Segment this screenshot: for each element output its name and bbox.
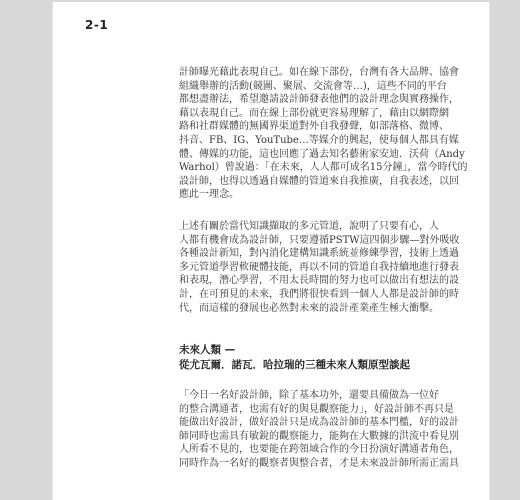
section-heading [179, 343, 471, 373]
text-line: 組織舉辦的活動(競圖、聚展、交流會等…)，這些不同的平台 [179, 80, 447, 92]
text-line: 「今日一名好設計師，除了基本功外，還要具備做為一位好 [179, 390, 439, 402]
text-line: 多元管道學習軟硬體技能，再以不同的管道自我持續地進行發表 [179, 261, 459, 273]
text-line: 上述有關於當代知識擷取的多元管道，說明了只要有心，人 [179, 220, 439, 232]
text-line: 各種設計新知，對內消化建構知識系統並修練學習，技術上透過 [179, 248, 459, 260]
text-line: 人都有機會成為設計師，只要遵循PSTW這四個步驟—對外吸收 [179, 234, 460, 246]
page-content [179, 66, 471, 471]
text-line: 的整合溝通者，也需有好的與見觀察能力」，好設計師不再只是 [179, 403, 454, 415]
page-number: 2-1 [85, 18, 109, 32]
paragraph-1 [179, 66, 471, 202]
paragraph-3 [179, 389, 471, 471]
text-line: 同時作為一名好的觀察者與整合者，才是未來設計師所需正需具 [179, 458, 459, 470]
text-line: 設計師，也得以透過自媒體的管道來自我推廣，自我表述，以回 [179, 175, 459, 187]
document-page [52, 2, 490, 500]
text-line: 和表現，潛心學習，不用太長時間的努力也可以做出有想法的設 [179, 275, 459, 287]
text-line: 抖音、FB、IG、YouTube…等媒介的興起，使每個人都具有媒 [179, 134, 459, 146]
text-line: 師同時也需具有敏銳的觀察能力，能夠在大數據的洪流中看見別 [179, 430, 459, 442]
text-line: 應此一理念。 [179, 189, 239, 201]
text-line: 計，在可預見的未來，我們將很快看到一個人人都是設計師的時 [179, 288, 459, 300]
text-line: 計師曝光藉此表現自己。如在線下部份，台灣有各大品牌、協會 [179, 67, 459, 78]
heading-line-1: 未來人類 — [179, 344, 236, 357]
text-line: 能做出好設計，做好設計只是成為設計師的基本門檻，好的設計 [179, 417, 459, 429]
paragraph-2 [179, 220, 471, 315]
text-line: 都想盡辦法，希望邀請設計師發表他們的設計理念與實務操作， [179, 94, 459, 106]
heading-line-2: 從尤瓦爾．諾瓦．哈拉瑞的三種未來人類原型談起 [179, 359, 410, 372]
text-line: Warhol）曾說過：「在未來，人人都可成名15分鐘」，當今時代的 [179, 162, 468, 174]
text-line: 代，而這樣的發展也必然對未來的設計產業產生極大衝擊。 [179, 302, 439, 314]
text-line: 路和社群媒體的無國界渠道對外自我發聲，如部落格、微博、 [179, 121, 449, 133]
text-line: 藉以表現自己。而在線上部份就更容易理解了，藉由以網際網 [179, 107, 449, 119]
text-line: 人所看不見的，也要能在跨領域合作的今日扮演好溝通者角色， [179, 444, 459, 456]
text-line: 體、傳媒的功能，這也回應了過去知名藝術家安迪．沃荷（Andy [179, 148, 465, 160]
